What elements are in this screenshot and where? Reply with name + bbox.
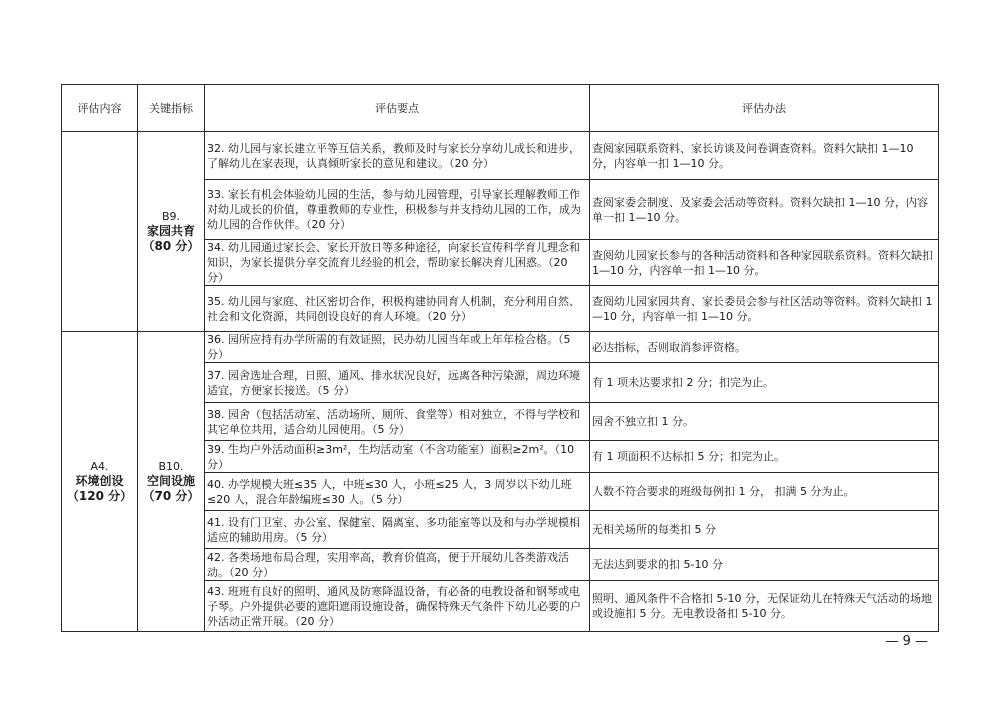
point-34: 34. 幼儿园通过家长会、家长开放日等多种途径，向家长宣传科学育儿理念和知识，为家长提供分享交流育儿经验的机会，帮助家长解决育儿困惑。（20 分） [205,240,590,286]
method-41: 无相关场所的每类扣 5 分 [590,511,939,549]
level1-name: 环境创设 [75,474,124,488]
header-points: 评估要点 [205,85,590,132]
point-33: 33. 家长有机会体验幼儿园的生活，参与幼儿园管理，引导家长理解教师工作对幼儿成长的价值，尊重教师的专业性，积极参与并支持幼儿园的工作，成为幼儿园的合作伙伴。（20 分） [205,180,590,240]
method-43: 照明、通风条件不合格扣 5-10 分，无保证幼儿在特殊天气活动的场地或设施扣 5 分。无电教设备扣 5-10 分。 [590,581,939,632]
method-38: 园舍不独立扣 1 分。 [590,403,939,441]
method-33: 查阅家委会制度、及家委会活动等资料。资料欠缺扣 1—10 分，内容单一扣 1—10 分。 [590,180,939,240]
evaluation-table [61,84,939,632]
point-35: 35. 幼儿园与家庭、社区密切合作，积极构建协同育人机制，充分利用自然、社会和文化资源，共同创设良好的育人环境。（20 分） [205,286,590,332]
point-43: 43. 班班有良好的照明、通风及防寒降温设备，有必备的电教设备和钢琴或电子琴。户外提供必要的遮阳遮雨设施设备，确保特殊天气条件下幼儿必要的户外活动正常开展。（20 分） [205,581,590,632]
table-row [62,332,939,363]
level2-cell-b9 [138,132,205,332]
point-36: 36. 园所应持有办学所需的有效证照，民办幼儿园当年或上年年检合格。（5 分） [205,332,590,363]
point-39: 39. 生均户外活动面积≥3m²，生均活动室（不含功能室）面积≥2m²。（10 分） [205,441,590,473]
table-header-row [62,85,939,132]
level2-name: 家园共育 [146,224,195,238]
header-indicator: 关键指标 [138,85,205,132]
method-34: 查阅幼儿园家长参与的各种活动资料和各种家园联系资料。资料欠缺扣 1—10 分，内容单一扣 1—10 分。 [590,240,939,286]
point-41: 41. 设有门卫室、办公室、保健室、隔离室、多功能室等以及和与办学规模相适应的辅助用房。（5 分） [205,511,590,549]
method-40: 人数不符合要求的班级每例扣 1 分， 扣满 5 分为止。 [590,473,939,511]
point-32: 32. 幼儿园与家长建立平等互信关系，教师及时与家长分享幼儿成长和进步，了解幼儿在家表现，认真倾听家长的意见和建议。（20 分） [205,132,590,180]
level2-cell-b10 [138,332,205,632]
point-37: 37. 园舍选址合理，日照、通风、排水状况良好，远离各种污染源，周边环境适宜，方便家长接送。（5 分） [205,363,590,403]
method-42: 无法达到要求的扣 5-10 分 [590,549,939,581]
method-36: 必达指标，否则取消参评资格。 [590,332,939,363]
level1-cell-a4 [62,332,138,632]
level1-cell-empty [62,132,138,332]
level2-code: B9. [161,210,181,223]
point-38: 38. 园舍（包括活动室、活动场所、厕所、食堂等）相对独立，不得与学校和其它单位共用，适合幼儿园使用。（5 分） [205,403,590,441]
level1-code: A4. [90,460,109,473]
level1-score: （120 分） [66,489,133,503]
level2-code: B10. [158,460,184,473]
point-42: 42. 各类场地布局合理，实用率高，教育价值高，便于开展幼儿各类游戏活动。（20 分） [205,549,590,581]
level2-score: （70 分） [142,489,200,503]
method-32: 查阅家园联系资料、家长访谈及问卷调查资料。资料欠缺扣 1—10 分，内容单一扣 1—10 分。 [590,132,939,180]
method-39: 有 1 项面积不达标扣 5 分；扣完为止。 [590,441,939,473]
point-40: 40. 办学规模大班≤35 人，中班≤30 人，小班≤25 人，3 周岁以下幼儿班≤20 人，混合年龄编班≤30 人。（5 分） [205,473,590,511]
level2-name: 空间设施 [146,474,195,488]
header-method: 评估办法 [590,85,939,132]
page-number: — 9 — [885,634,928,649]
header-content: 评估内容 [62,85,138,132]
level2-score: （80 分） [142,239,200,253]
method-35: 查阅幼儿园家园共育、家长委员会参与社区活动等资料。资料欠缺扣 1—10 分，内容单一扣 1—10 分。 [590,286,939,332]
method-37: 有 1 项未达要求扣 2 分；扣完为止。 [590,363,939,403]
table-row [62,132,939,180]
